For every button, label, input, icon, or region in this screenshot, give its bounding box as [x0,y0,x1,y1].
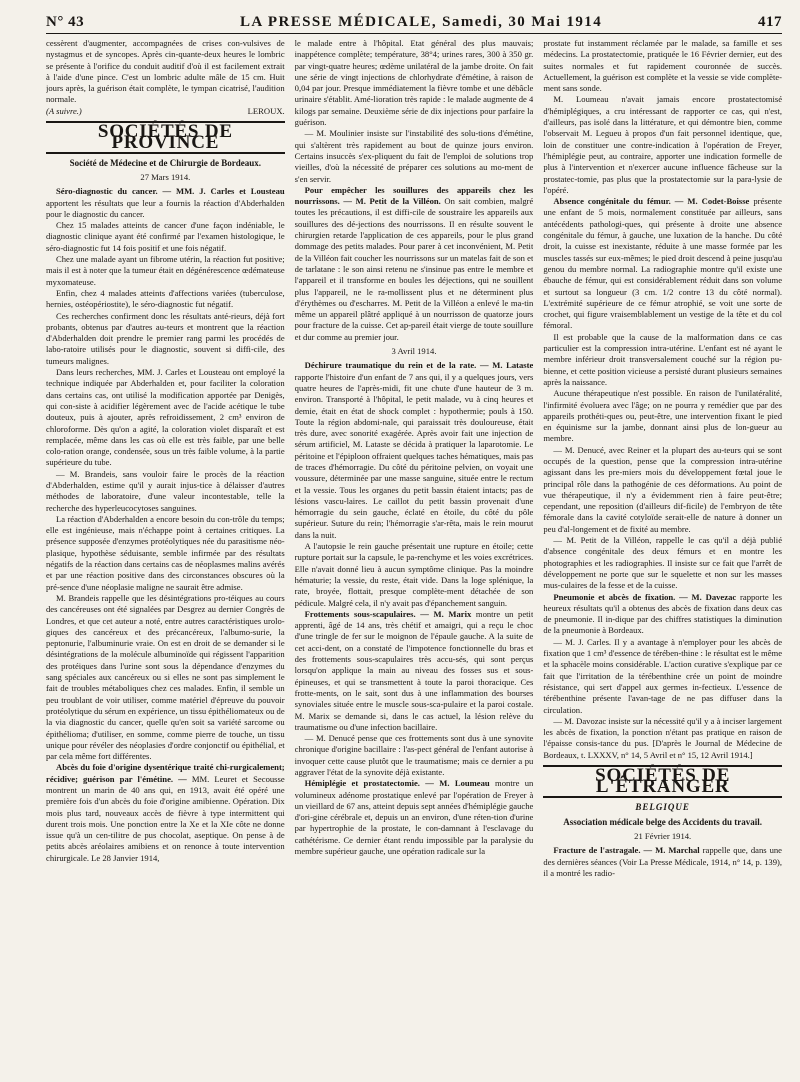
journal-title: LA PRESSE MÉDICALE, Samedi, 30 Mai 1914 [239,14,603,30]
country-heading: BELGIQUE [635,801,690,812]
article-title: Absence congénitale du fémur. — M. Codet-Boisse [553,196,750,207]
article-lead: apportent les résultats que leur a fournis la réaction d'Abderhalden pour le diagnostic du cancer. [46,197,285,219]
article-paragraph [295,609,534,733]
article-paragraph [543,845,782,879]
article-paragraph: le malade entre à l'hôpital. Etat général des plus mauvais; inappétence complète; température, 38°4; urines rares, 300 à 350 gr. par vingt-quatre heures; œdème unilatéral de la jambe droite. On fait une série de vingt injections de chlorhydrate d'émétine, à raison de 0,04 par jour. Presque immédiatement la fièvre tombe et une débâcle urinaire s'établit. Amé-lioration très rapide : le malade augmente de 4 kilogs par semaine. Deuxième série de dix injections pour parfaire la guérison. [294,38,534,128]
article-body: MM. Leuret et Secousse montrent un marin de 40 ans qui, en 1913, avait été opéré une première fois d'un abcès du foie d'origine amibienne. Opération. Dix mois plus tard, nouveaux accès de fièvre à type intermittent qui durent trois mois. Une ponction entre la Xe et la XIe côte ne donne issue qu'à un cen-tilitre de pus chocolat, aseptique. On pense à de petits abcès aréolaires amibiens et on renonce à toute intervention chirurgicale. Le 28 Janvier 1914, [46,773,285,863]
article-body: montre un petit apprenti, âgé de 14 ans, très chétif et amaigri, qui a reçu le choc d'une tringle de fer sur le moignon de l'épaule gauche. A la suite de cet acci-dent, on a constaté de l'impotence fonctionnelle du bras et des frottements sous-scapulaires très accu-sés, qui sont perçus lorsqu'on applique la main au niveau des fosses sus et sous-épineuses, et qui se transmettent à toute la paroi thoracique. Ces frotte-ments, on le sait, sont dus à une inflammation des bourses synoviales située entre le muscle sous-sca-pulaire et la paroi costale. M. Marix se demande si, dans le cas actuel, la lésion relève du traumatisme ou d'une infection bacillaire. [294,608,534,732]
article-title: Pour empêcher les souillures des appareils chez les nourrissons. — M. Petit de la Villéon. [294,184,534,207]
text-columns [46,38,782,1068]
article-title: Fracture de l'astragale. — M. Marchal [553,845,700,856]
article-paragraph [295,778,534,857]
article-body: rapporte l'histoire d'un enfant de 7 ans qui, il y a quelques jours, vers quatre heures de l'après-midi, fit une chute d'une hauteur de 3 m. environ. Transporté à l'hôpital, le petit malade, vu à cinq heures et demie, était en état de shock complet : hypothermie; pouls à 150. Toute la région abdomi-nale, qui paraissait très douloureuse, était très dure, avec sonorité exagérée. Après avoir fait une injection de sérum artificiel, M. Lataste se décida à pratiquer la laparotomie. Le péritoine et l'épiploon offraient quelques taches hématiques, mais pas de traces d'hémorragie. Du côté du péritoine pelvien, on voyait une voussure, déterminée par une masse sanguine, située entre le rectum et la vessie. Tous les organes du petit bassin étaient intacts; pas de lésions vascu-laires. Le caillot du petit bassin provenait d'une hémorragie du sein gauche, éclaté en étoile, du côté du pôle supérieur. Suture du rein; l'hémorragie s'ar-rêta, mais le rein mourut dans la nuit. [294,371,534,540]
session-date: 21 Février 1914. [634,831,692,842]
signature-line [46,106,285,117]
article-paragraph: M. Brandeis rappelle que les désintégrations pro-téiques au cours des cancéreuses ont été signalées par Desgrez au dernier Congrès de Londres, et que cet auteur a noté, entre autres caractéristiques urolo-giques des cancéreux et des précancéreux, l'albumo-surie, la peptonurie, l'albuminurie vraie. On est en droit de se demander si le désintégrations de la molécule albuminoïde qui régissent l'apparition des protéiques dans l'urine sont sous la dépendance d'enzymes du sang spéciales aux cancéreux ou si elles ne sont pas simplement le fait de troubles métaboliques chez ces malades. Enfin, il semble un peu troublant de voir utiliser, comme matériel d'épreuve du pouvoir protéolytique du sérum en expérience, un tissu épithéliomateux ou de la via diagnostic du cancer, quelle qu'en soit sa variété sarcome ou épithélioma; d'utiliser, en somme, comme pierre de touche, un tissu unique pour révéler des néoplasies d'ordre conjonctif ou épithélial, et par cela même fort différentes. [46,592,285,762]
article-paragraph: A l'autopsie le rein gauche présentait une rupture en étoile; cette rupture portait sur la capsule, le pa-renchyme et les voies excrétrices. Elle n'avait donné lieu à aucun symptôme clinique. Pas la moindre hématurie; la vessie, du reste, était vide. Dans la loge splénique, la rate, broyée, flottait, presque complète-ment détachée de son pédicule. Malgré cela, il n'y avait pas d'épanchement sanguin. [294,541,534,608]
section-heading-foreign: SOCIÉTÉS DE L'ÉTRANGER [543,765,782,798]
article-paragraph: Enfin, chez 4 malades atteints d'affections variées (tuberculose, hernies, ostéopériostite), le séro-diagnostic fut négatif. [46,287,285,310]
article-title: Séro-diagnostic du cancer. — MM. J. Carles et Lousteau [56,186,285,197]
column-3 [543,38,782,1068]
session-date: 27 Mars 1914. [140,171,191,182]
section-heading-province: SOCIÉTÉS DE PROVINCE [46,121,285,154]
article-title: Déchirure traumatique du rein et de la rate. — M. Lataste [304,360,534,371]
article-paragraph: Il est probable que la cause de la malformation dans ce cas particulier est la compression intra-utérine. L'enfant est né ayant le membre inférieur droit transversalement couché sur la région pu-bienne, et cette position vicieuse a persisté durant plusieurs semaines après la naissance. [543,331,783,387]
article-body: montre un volumineux adénome prostatique enlevé par l'opération de Freyer à un vieillard de 67 ans, atteint depuis sept années d'hémiplégie gauche d'ori-gine cérébrale et, depuis un an environ, d'une réten-tion d'urine par hypertrophie de la prostate, le con-damnant à l'esclavage du cathétérisme. Ce dernier étant rendu impossible par la paralysie du membre supérieur gauche, une opération radicale sur la [294,778,534,857]
article-paragraph: — M. Denucé pense que ces frottements sont dus à une synovite chronique d'origine bacillaire : l'as-pect général de l'enfant autorise à invoquer cette cause plutôt que le traumatisme; mais ce dernier a pu aggraver l'état de la synovite déjà existante. [294,733,534,777]
author-signature: LEROUX. [247,105,285,116]
article-body: On sait combien, malgré toutes les précautions, il est diffi-cile de soustraire les appareils aux souillures des dé-jections des nourrissons. Il en résulte souvent le chirurgien retarde l'application de ces appareils, pour le plus grand dommage des petits malades. Pour parer à cet inconvénient, M. Petit de la Villéon fait coucher les nourrissons sur un matelas fait de son et de tarlatane : le son ainsi retenu ne s'insinue pas entre le membre et l'appareil et il transforme en boules les déjections, qui ne souillent plus l'appareil, ne le ra-mollissent plus et ne déterminent plus d'érythèmes ou d'escharres. M. Petit de la Villéon a enlevé le ma-tin même un appareil plâtré appliqué à un nourrisson de quatorze jours pour fracture de la cuisse. Cet ap-pareil était vierge de toute souillure et dur comme au premier jour. [294,196,534,342]
article-paragraph: Chez une malade ayant un fibrome utérin, la réaction fut positive; mais il est à noter que la tumeur était en dégénérescence œdémateuse myxomateuse. [46,254,285,287]
article-title: Frottements sous-scapulaires. — M. Marix [304,608,472,619]
article-title: Hémiplégie et prostatectomie. — M. Loumeau [304,778,490,789]
page-number: 417 [757,14,782,30]
article-paragraph [46,186,285,220]
article-paragraph: — M. Petit de la Villéon, rappelle le cas qu'il a déjà publié d'absence congénitale des deux fémurs et en montre les photographies et les radiographies. Il insiste sur ce fait que l'arrêt de développement ne porte que sur le squelette et non sur les masses mus-culaires de la fesse et de la cuisse. [543,535,783,591]
article-paragraph [295,360,534,541]
column-2 [295,38,534,1068]
article-paragraph: prostate fut instamment réclamée par le malade, sa famille et ses médecins. La prostatectomie, pratiquée le 16 Février dernier, eut des suites normales et fut rapidement couronnée de succès. Actuellement, la guérison est complète et la vessie se vide complète-ment sans sonde. [543,38,783,94]
session-date: 3 Avril 1914. [391,346,437,357]
article-paragraph: Aucune thérapeutique n'est possible. En raison de l'unilatéralité, l'infirmité évoluera avec l'âge; on ne pourra y remédier que par des appareils prothéti-ques ou, peut-être, une intervention fixant le pied en équinisme sur la jambe, donnant ainsi plus de lon-gueur au membre. [543,388,783,444]
article-paragraph [543,196,782,332]
article-paragraph: — M. Moulinier insiste sur l'instabilité des solu-tions d'émétine, qui s'altèrent très rapidement au bout de quinze jours environ. Certains insuccès s'ex-pliquent du fait de l'emploi de solutions trop vieilles, d'où la nécessité de préparer ces solutions au mo-ment de s'en servir. [294,128,534,184]
article-body: rapporte les heureux résultats qu'il a obtenus des abcès de fixation dans deux cas de pneumonie. Il in-dique par des chiffres statistiques la diminution de la pneumonie à Bordeaux. [543,591,783,636]
article-paragraph [295,185,534,343]
article-paragraph: Dans leurs recherches, MM. J. Carles et Lousteau ont employé la technique indiquée par Abderhalden et, pour faciliter la coloration dans certains cas, ont utilisé la modification apportée par Denigès, qui con-siste à acidifier légèrement avec de l'acide acétique le tube douteux, puis à ajouter, après refroidissement, 2 cm³ environ de chloroforme. Dès qu'on a agité, la coloration violet disparaît et est remplacée, même dans les cas où elle est très faible, par une belle colo-ration orange, condensée, sous un très faible volume, à la partie supérieure du tube. [46,367,285,468]
society-heading: Société de Médecine et de Chirurgie de Bordeaux. [69,157,262,168]
article-paragraph: — M. Davozac insiste sur la nécessité qu'il y a à inciser largement les abcès de fixation, la ponction n'étant pas pratique en raison de l'épaisse consis-tance du pus. [D'après le Journal de Médecine de Bordeaux, t. LXXXV, n° 14, 5 Avril et n° 15, 12 Avril 1914.] [543,715,783,760]
article-paragraph: — M. Denucé, avec Reiner et la plupart des au-teurs qui se sont occupés de la question, pense que la compression intra-utérine agissant dans les pre-miers mois du développement fœtal joue le principal rôle dans la pathogénie de ces déformations. Au point de vue thérapeutique, il n'y a évidemment rien à faire peut-être; cependant, une reposition (d'ailleurs dif-ficile) de l'embryon de tête fémorale dans la cavité cotyloïde serait-elle de nature à donner un peu d'al-longement et de fixité au membre. [543,444,783,534]
running-header [46,14,782,34]
article-paragraph: Ces recherches confirment donc les résultats anté-rieurs, déjà fort probants, obtenus par d'autres au-teurs et montrent que la réaction d'Abderhalden doit prendre le premier rang parmi les procédés de labo-ratoire utilisés pour le diagnostic, souvent si diffi-cile, des tumeurs malignes. [46,310,285,366]
issue-number: N° 43 [46,14,85,30]
article-body: présente une enfant de 5 mois, normalement constituée par ailleurs, sans antécédents pathologi-ques, qui présente à droite une absence congénitale du fémur, à gauche, une luxation de la hanche. Du côté droit, la cuisse est inexistante, réduite à une masse formée par les muscles tassés sur eux-mêmes; le pied droit descend à peine jusqu'au genou du membre normal. La radiographie montre qu'il existe une ébauche de fémur, qui est considérablement réduit dans son volume et surtout sa longueur (3 cm. 1/2 contre 13 du côté normal). L'extrémité supérieure de ce fémur atrophié, se voit une sorte de crochet, qui figure vraisemblablement un vestige de la tête et du col fémoral. [543,196,783,331]
to-be-continued: (A suivre.) [46,105,82,116]
column-1 [46,38,285,1068]
article-body: rappelle que, dans une des dernières séances (Voir La Presse Médicale, 1914, n° 14, p. 139), il a montré les radio- [543,845,783,879]
article-paragraph: — M. Brandeis, sans vouloir faire le procès de la réaction d'Abderhalden, estime qu'il y aurait injus-tice à délaisser d'autres méthodes de laboratoire, d'une valeur incontestable, telle la recherche des hyperleucocytoses sanguines. [46,468,285,513]
article-paragraph: M. Loumeau n'avait jamais encore prostatectomisé d'hémiplégiques, a cru intéressant de rapporter ce cas, qui n'est, d'ailleurs, pas isolé dans la littérature, et qui démontre bien, comme l'observait M. Legueu à propos d'un fait personnel identique, que, loin de constituer une contre-indication à l'opération de Freyer, l'hémiplégie peut, au contraire, apporter une indication formelle de plus à l'intervention et n'exercer aucune influence fâcheuse sur la prostatec-tomie, pas plus que la prostatectomie sur la para-lysie de l'opéré. [543,94,783,195]
article-paragraph [543,592,782,637]
continued-paragraph: cessèrent d'augmenter, accompagnées de crises con-vulsives de nystagmus et de syncopes. Après cin-quante-deux heures le lombric se présente à l'orifice du conduit auditif d'où il est facilement extrait à l'aide d'une pince. C'est un lombric adulte mâle de 15 cm. Huit jours après, la guérison était complète, le tympan cicatrisé, l'audition normale. [46,38,285,105]
article-paragraph: La réaction d'Abderhalden a encore besoin du con-trôle du temps; elle est ingénieuse, mais n'échappe point à certaines critiques. La présence supposée d'enzymes protéolytiques née du parasitisme néo-plasique, hypothèse séduisante, semble infirmée par des résultats négatifs de la réaction dans certains cas de néoplasmes malins avérés et par une réaction positive dans des circonstances obscures où la pré-sence d'une néoplasie maligne ne saurait être admise. [46,513,285,592]
article-paragraph [46,762,285,864]
article-title: Abcès du foie d'origine dysentérique traité chi-rurgicalement; récidive; guérison par l'émétine. — [46,762,285,784]
society-heading: Association médicale belge des Accidents du travail. [563,816,763,827]
article-paragraph: Chez 15 malades atteints de cancer d'une façon indéniable, le diagnostic clinique ayant été confirmé par l'examen histologique, le séro-diagnostic fut 14 fois positif et une fois négatif. [46,220,285,253]
article-paragraph: — M. J. Carles. Il y a avantage à n'employer pour les abcès de fixation que 1 cm³ d'essence de térében-thine : le résultat est le même et la sphacèle moins considérable. L'action curative s'explique par ce fait que l'irritation de la térébenthine crée un point de moindre résistance, qui sert d'appel aux germes in-fectieux. L'essence de térébenthine présente l'avan-tage de ne pas diffuser dans la circulation. [543,636,783,715]
article-title: Pneumonie et abcès de fixation. — M. Davezac [553,591,737,602]
